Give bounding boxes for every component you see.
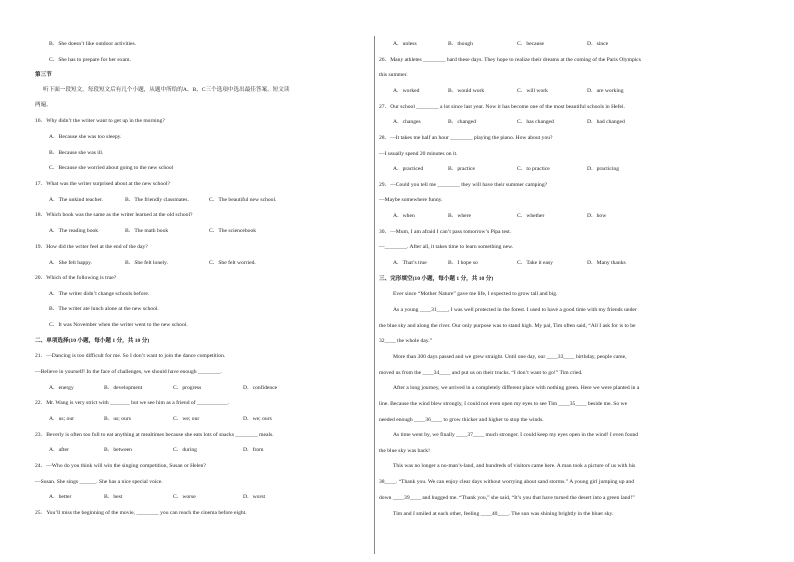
cloze-paragraph-5-cont: the blue sky was back! bbox=[379, 448, 430, 454]
cloze-paragraph-3-cont: moved us from the ____34____ and put us on their trucks. “I don’t want to go!” Tim cried. bbox=[379, 370, 583, 376]
cloze-paragraph-4-end: needed enough ____36____ to grow thicker and higher to stop the winds. bbox=[379, 417, 544, 423]
q20-option-b: B．The writer ate lunch alone at the new school. bbox=[49, 306, 159, 312]
q16-option-a: A．Because she was too sleepy. bbox=[49, 134, 122, 140]
q16-option-b: B．Because she was ill. bbox=[49, 150, 104, 156]
question-18: 18．Which book was the same as the writer learned at the old school? bbox=[35, 212, 193, 218]
section-3-instructions: 听下面一段短文。每段短文后有几个小题，从题中所给的A、B、C三个选项中选出最佳答案。短文读 bbox=[43, 87, 290, 93]
question-25: 25．You’ll miss the beginning of the movie, ________ you can reach the cinema before eight. bbox=[35, 510, 247, 516]
question-26: 26．Many athletes ________ hard these days. They hope to realize their dreams at the coming of the Paris Olympics bbox=[379, 57, 641, 63]
q15-option-b: B．She doesn’t like outdoor activities. bbox=[49, 41, 137, 47]
q30-option-c: C．Take it easy bbox=[517, 260, 553, 266]
question-28-cont: —I usually spend 20 minutes on it. bbox=[379, 151, 458, 157]
q28-option-c: C．to practice bbox=[517, 166, 550, 172]
q29-option-b: B．where bbox=[448, 213, 471, 219]
q23-option-c: C．during bbox=[173, 447, 197, 453]
q17-option-c: C．The beautiful new school. bbox=[209, 197, 277, 203]
q24-option-a: A．better bbox=[49, 494, 72, 500]
q24-option-b: B．best bbox=[104, 494, 123, 500]
question-24-cont: —Susan. She sings ______. She has a nice special voice. bbox=[35, 479, 163, 485]
question-20: 20．Which of the following is true? bbox=[35, 275, 117, 281]
q28-option-d: D．practicing bbox=[587, 166, 619, 172]
question-19: 19．How did the writer feel at the end of the day? bbox=[35, 244, 148, 250]
cloze-paragraph-6: This was no longer a no-man’s-land, and hundreds of visitors came here. A man took a picture of us with his bbox=[393, 463, 636, 469]
q28-option-b: B．practice bbox=[448, 166, 476, 172]
question-30-cont: —________. After all, it takes time to learn something new. bbox=[379, 244, 514, 250]
q25-option-d: D．since bbox=[587, 41, 609, 47]
q28-option-a: A．practiced bbox=[393, 166, 424, 172]
q18-option-c: C．The sciencebook bbox=[209, 228, 257, 234]
question-27: 27．Our school ________ a lot since last year. Now it has become one of the most beautiful schools in Hefei. bbox=[379, 104, 625, 110]
q22-option-c: C．we; our bbox=[173, 416, 200, 422]
q21-option-a: A．energy bbox=[49, 385, 74, 391]
cloze-paragraph-2: As a young ____31____, I was well protected in the forest. I used to have a good time with my friends under bbox=[393, 307, 637, 313]
question-30: 30．—Mum, I am afraid I can’t pass tomorrow’s Pipa test. bbox=[379, 229, 512, 235]
q17-option-a: A．The unkind teacher. bbox=[49, 197, 103, 203]
question-29-cont: —Maybe somewhere funny. bbox=[379, 197, 443, 203]
question-29: 29．—Could you tell me ________ they will have their summer camping? bbox=[379, 182, 548, 188]
q22-option-d: D．we; ours bbox=[243, 416, 272, 422]
q27-option-d: D．had changed bbox=[587, 119, 625, 125]
q29-option-a: A．when bbox=[393, 213, 415, 219]
question-17: 17．What was the writer surprised about at the new school? bbox=[35, 181, 170, 187]
question-26-cont: this summer. bbox=[379, 72, 408, 78]
q17-option-b: B．The friendly classmates. bbox=[125, 197, 189, 203]
q19-option-b: B．She felt lonely. bbox=[125, 260, 168, 266]
cloze-paragraph-2-end: 32____ the whole day.” bbox=[379, 338, 433, 344]
q21-option-b: B．development bbox=[104, 385, 143, 391]
q27-option-b: B．changed bbox=[448, 119, 476, 125]
q26-option-c: C．will work bbox=[517, 88, 548, 94]
cloze-paragraph-2-cont: the blue sky and along the river. Our only purpose was to stand high. My pal, Tim often said, “All I ask for is to be bbox=[379, 323, 636, 329]
q23-option-d: D．from bbox=[243, 447, 264, 453]
q29-option-c: C．whether bbox=[517, 213, 545, 219]
q25-option-c: C．because bbox=[517, 41, 545, 47]
cloze-paragraph-7: Tim and I smiled at each other, feeling ____40____. The sun was shining brightly in the bluer sky. bbox=[393, 511, 614, 517]
q20-option-a: A．The writer didn’t change schools before. bbox=[49, 291, 150, 297]
cloze-paragraph-3: More than 300 days passed and we grew straight. Until one day, our ____33____ birthday, people came, bbox=[393, 354, 627, 360]
q20-option-c: C．It was November when the writer went to the new school. bbox=[49, 322, 188, 328]
q29-option-d: D．how bbox=[587, 213, 607, 219]
q30-option-b: B．I hope so bbox=[448, 260, 478, 266]
q23-option-b: B．between bbox=[104, 447, 132, 453]
q21-option-c: C．progress bbox=[173, 385, 202, 391]
q18-option-b: B．The math book bbox=[125, 228, 169, 234]
q30-option-d: D．Many thanks bbox=[587, 260, 626, 266]
question-23: 23．Beverly is often too full to eat anything at mealtimes because she eats lots of snacks ________ meals. bbox=[35, 432, 274, 438]
column-divider bbox=[374, 36, 375, 554]
q19-option-a: A．She felt happy. bbox=[49, 260, 92, 266]
question-24: 24．—Who do you think will win the singing competition, Susan or Helen? bbox=[35, 463, 206, 469]
cloze-paragraph-1: Ever since “Mother Nature” gave me life, I expected to grow tall and big. bbox=[393, 291, 558, 297]
question-16: 16．Why didn’t the writer want to get up in the morning? bbox=[35, 118, 165, 124]
cloze-paragraph-5: As time went by, we finally ____37____ much stronger. I could keep my eyes open in the wind! I even found bbox=[393, 432, 639, 438]
q26-option-b: B．would work bbox=[448, 88, 485, 94]
q18-option-a: A．The reading book bbox=[49, 228, 99, 234]
question-28: 28．—It takes me half an hour ________ playing the piano. How about you? bbox=[379, 135, 553, 141]
cloze-paragraph-6-cont: 38____. “Thank you. We can enjoy clear days without worrying about sand storms.” A young girl jumping up and bbox=[379, 479, 635, 485]
cloze-paragraph-4: After a long journey, we arrived in a completely different place with nothing green. Here we were planted in a bbox=[393, 385, 640, 391]
section-2-title: 二、单项选择(10 小题，每小题 1 分，共 10 分) bbox=[35, 338, 150, 344]
section-3-title: 第三节 bbox=[35, 72, 52, 78]
q27-option-c: C．has changed bbox=[517, 119, 554, 125]
q22-option-b: B．us; ours bbox=[104, 416, 131, 422]
q21-option-d: D．confidence bbox=[243, 385, 278, 391]
q25-option-a: A．unless bbox=[393, 41, 417, 47]
q24-option-c: C．worse bbox=[173, 494, 196, 500]
q23-option-a: A．after bbox=[49, 447, 69, 453]
question-21: 21．—Dancing is too difficult for me. So I don’t want to join the dance competition. bbox=[35, 353, 226, 359]
q16-option-c: C．Because she worried about going to the new school bbox=[49, 165, 174, 171]
q25-option-b: B．though bbox=[448, 41, 473, 47]
q15-option-c: C．She has to prepare for her exam. bbox=[49, 57, 131, 63]
q27-option-a: A．changes bbox=[393, 119, 421, 125]
q22-option-a: A．us; our bbox=[49, 416, 75, 422]
question-21-cont: —Believe in yourself! In the face of challenges, we should have enough ________. bbox=[35, 369, 222, 375]
q26-option-a: A．worked bbox=[393, 88, 420, 94]
section-3-instructions-cont: 两遍。 bbox=[35, 102, 52, 108]
q30-option-a: A．That’s true bbox=[393, 260, 427, 266]
q26-option-d: D．are working bbox=[587, 88, 624, 94]
cloze-paragraph-6-end: down ____39____ and hugged me. “Thank you,” she said, “It’s you that have turned the desert into a green land!” bbox=[379, 495, 635, 501]
cloze-section-title: 三、完形填空(10 小题，每小题 1 分，共 10 分) bbox=[379, 276, 494, 282]
question-22: 22．Mr. Wang is very strict with _______ but we see him as a friend of ___________. bbox=[35, 400, 230, 406]
cloze-paragraph-4-cont: line. Because the wind blew strongly, I could not even open my eyes to see Tim ____35____ beside me. So we bbox=[379, 401, 628, 407]
q19-option-c: C．She felt worried. bbox=[209, 260, 256, 266]
q24-option-d: D．worst bbox=[243, 494, 266, 500]
